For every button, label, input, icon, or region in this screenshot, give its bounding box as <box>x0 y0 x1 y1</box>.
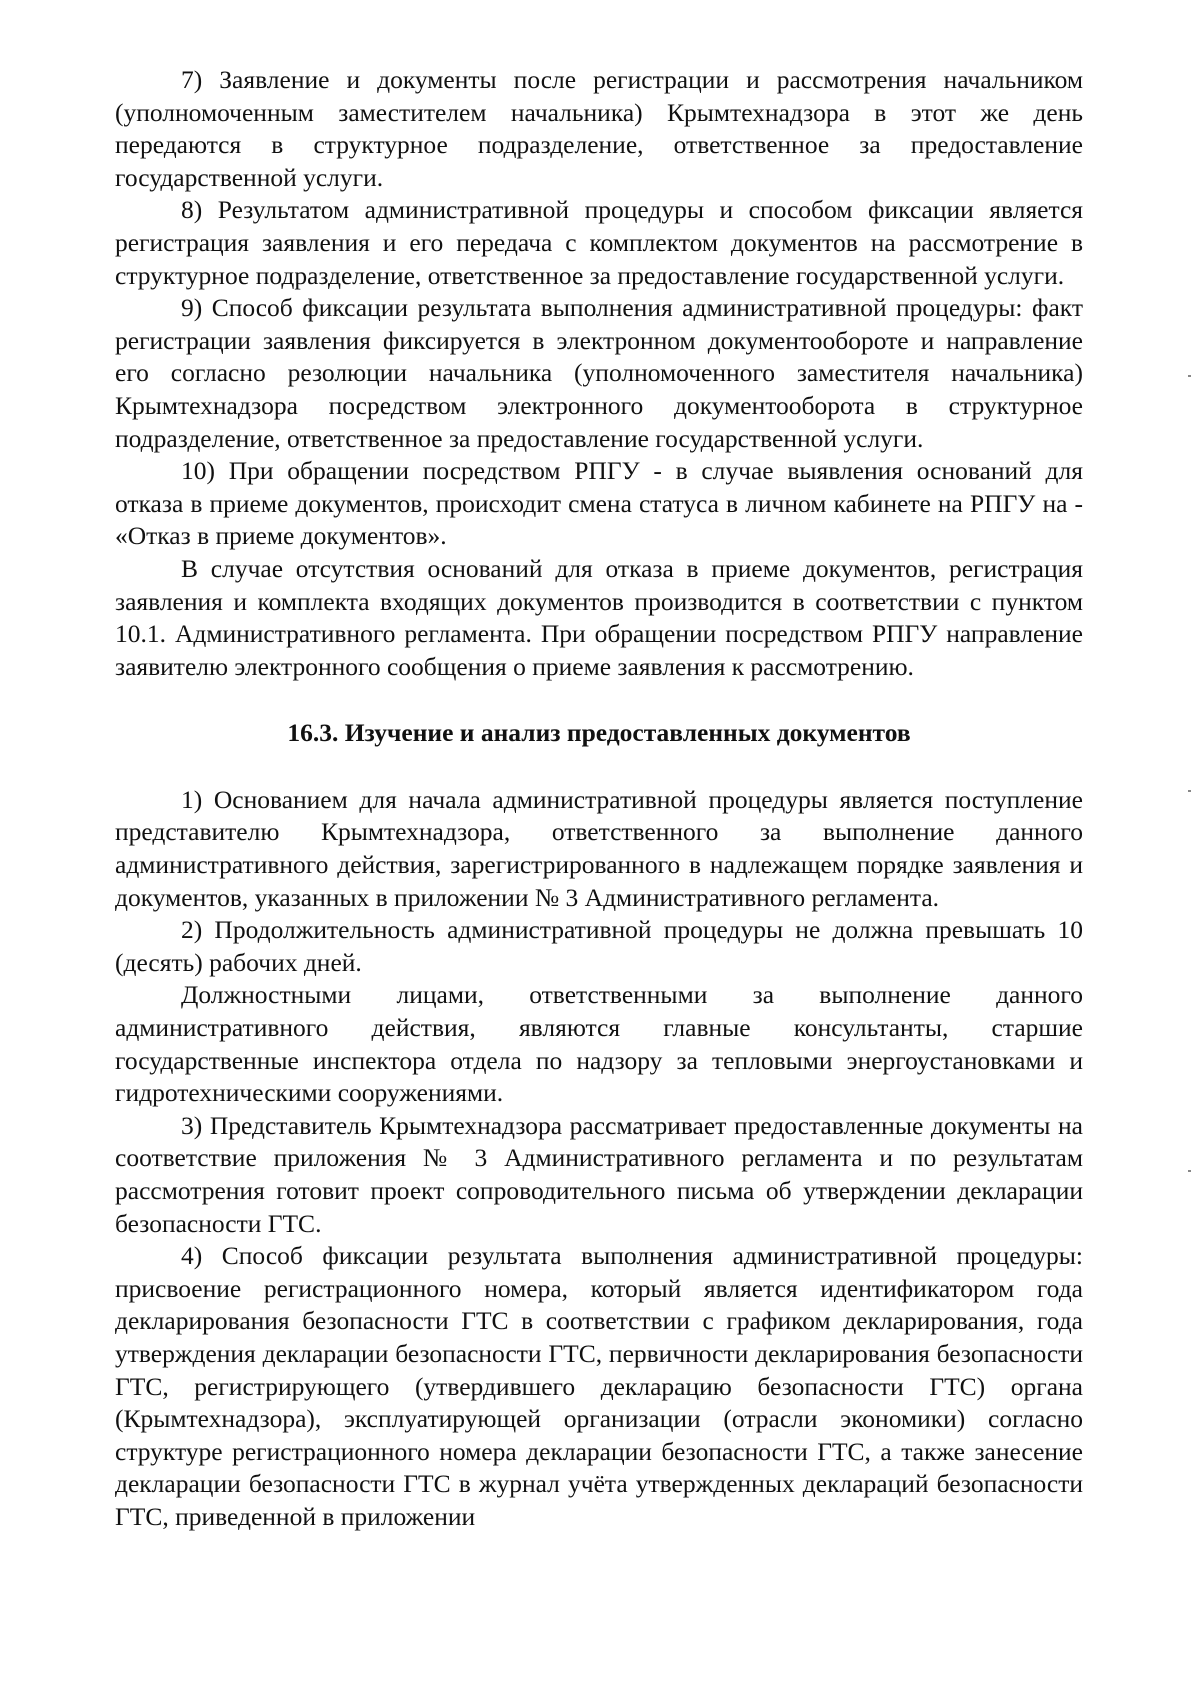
document-body <box>115 64 1083 1534</box>
section-heading: 16.3. Изучение и анализ предоставленных документов <box>287 718 911 748</box>
paragraph-8: 8) Результатом административной процедуры и способом фиксации является регистрация заявления и его передача с комплектом документов на рассмотрение в структурное подразделение, ответственное за предоставление государственной услуги. <box>115 195 1083 290</box>
paragraph-officials: Должностными лицами, ответственными за выполнение данного административного действия, являются главные консультанты, старшие государственные инспектора отдела по надзору за тепловыми энергоустановками и гидротехническими сооружениями. <box>115 980 1083 1108</box>
paragraph-no-grounds: В случае отсутствия оснований для отказа в приеме документов, регистрация заявления и комплекта входящих документов производится в соответствии с пунктом 10.1. Административного регламента. При обращении посредством РПГУ направление заявителю электронного сообщения о приеме заявления к рассмотрению. <box>115 553 1083 681</box>
paragraph-9: 9) Способ фиксации результата выполнения административной процедуры: факт регистрации заявления фиксируется в электронном документообороте и направление его согласно резолюции начальника (уполномоченного заместителя начальника) Крымтехнадзора посредством электронного документооборота в структурное подразделение, ответственное за предоставление государственной услуги. <box>115 293 1083 453</box>
paragraph-3: 3) Представитель Крымтехнадзора рассматривает предоставленные документы на соответствие приложения № 3 Административного регламента и по результатам рассмотрения готовит проект сопроводительного письма об утверждении декларации безопасности ГТС. <box>115 1110 1083 1238</box>
scan-mark-2 <box>1188 790 1191 792</box>
scan-mark-3 <box>1188 1170 1191 1172</box>
paragraph-1: 1) Основанием для начала административной процедуры является поступление представителю Крымтехнадзора, ответственного за выполнение данного административного действия, зарегистрированного в надлежащем порядке заявления и документов, указанных в приложении № 3 Административного регламента. <box>115 784 1083 912</box>
paragraph-4: 4) Способ фиксации результата выполнения административной процедуры: присвоение регистрационного номера, который является идентификатором года декларирования безопасности ГТС в соответствии с графиком декларирования, года утверждения декларации безопасности ГТС, первичности декларирования безопасности ГТС, регистрирующего (утвердившего декларацию безопасности ГТС) органа (Крымтехнадзора), эксплуатирующей организации (отрасли экономики) согласно структуре регистрационного номера декларации безопасности ГТС, а также занесение декларации безопасности ГТС в журнал учёта утвержденных деклараций безопасности ГТС, приведенной в приложении <box>115 1241 1083 1531</box>
paragraph-10: 10) При обращении посредством РПГУ - в случае выявления оснований для отказа в приеме документов, происходит смена статуса в личном кабинете на РПГУ на - «Отказ в приеме документов». <box>115 456 1083 551</box>
paragraph-2: 2) Продолжительность административной процедуры не должна превышать 10 (десять) рабочих дней. <box>115 915 1083 977</box>
scan-mark-1 <box>1188 375 1191 377</box>
paragraph-7: 7) Заявление и документы после регистрации и рассмотрения начальником (уполномоченным заместителем начальника) Крымтехнадзора в этот же день передаются в структурное подразделение, ответственное за предоставление государственной услуги. <box>115 65 1083 192</box>
